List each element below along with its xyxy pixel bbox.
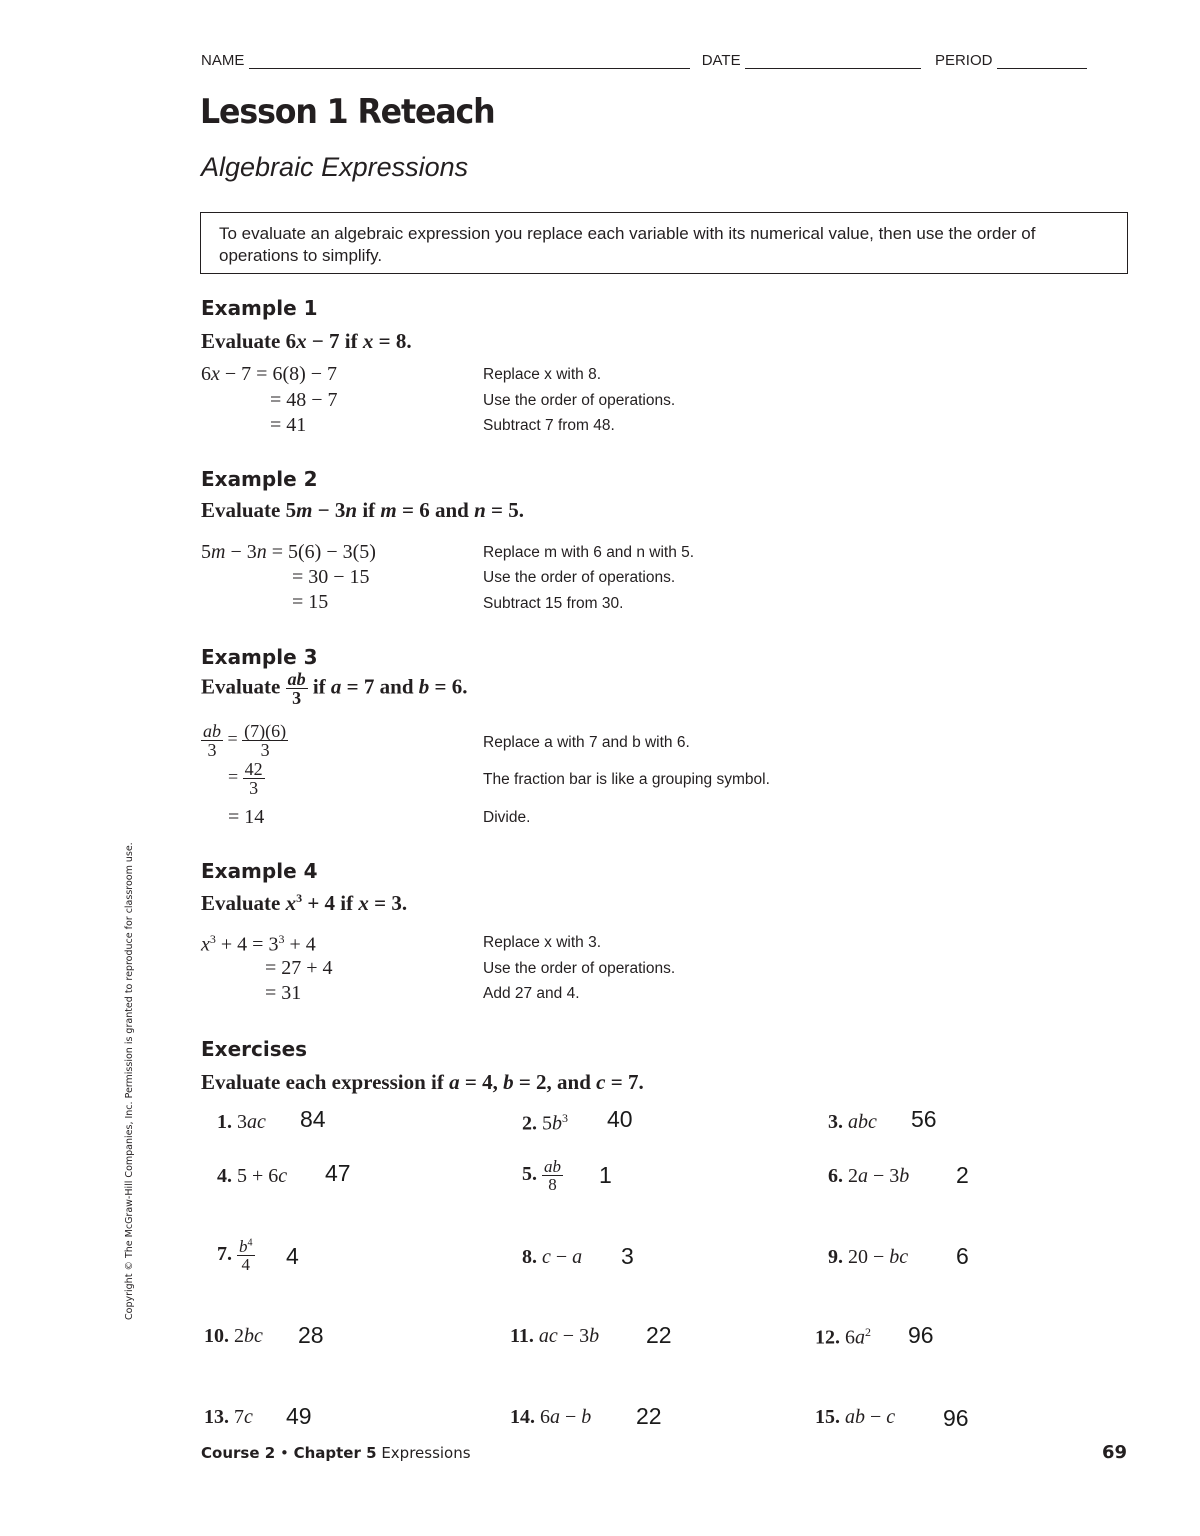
exercises-instructions: Evaluate each expression if a = 4, b = 2, and c = 7. — [201, 1070, 644, 1094]
exercise-10: 10. 2bc — [204, 1325, 263, 1347]
example-1-note-2: Use the order of operations. — [483, 392, 676, 409]
exercise-5: 5. $\frac{ab}{8}$ — [522, 1157, 561, 1194]
date-field[interactable] — [745, 53, 921, 69]
example-1-step-1: 6x − 7 = 6(8) − 7 — [201, 363, 338, 385]
exercise-13-answer: 49 — [286, 1403, 312, 1429]
exercise-6: 6. 2a − 3b — [828, 1165, 910, 1187]
footer-course: Course 2 — [201, 1444, 276, 1462]
page-subtitle: Algebraic Expressions — [201, 152, 469, 182]
exercise-2-answer: 40 — [607, 1106, 633, 1132]
example-3-note-2: The fraction bar is like a grouping symbol. — [483, 771, 770, 788]
exercise-15: 15. ab − c — [815, 1406, 896, 1428]
exercise-4-answer: 47 — [325, 1160, 351, 1186]
example-4-note-3: Add 27 and 4. — [483, 985, 580, 1002]
exercise-2: 2. $5b^3$ — [522, 1111, 568, 1135]
example-2-question: Evaluate 5m − 3n if m = 6 and n = 5. — [201, 498, 524, 522]
exercise-12: 12. $6a^2$ — [815, 1325, 871, 1349]
example-3-note-3: Divide. — [483, 809, 531, 826]
example-1-note-3: Subtract 7 from 48. — [483, 417, 615, 434]
exercise-14-answer: 22 — [636, 1403, 662, 1429]
exercise-11: 11. ac − 3b — [510, 1325, 600, 1347]
copyright-notice: Copyright © The McGraw-Hill Companies, Inc. Permission is granted to reproduce for classroom use. — [124, 842, 135, 1320]
example-4-step-1: $x^3 + 4 = 3^3 + 4$ — [201, 932, 316, 956]
exercise-11-answer: 22 — [646, 1322, 672, 1348]
example-1-question: Evaluate 6x − 7 if x = 8. — [201, 329, 412, 353]
example-3-question: Evaluate $\frac{ab}{3}$ if a = 7 and b = 6. — [201, 669, 468, 708]
exercise-1-answer: 84 — [300, 1106, 326, 1132]
exercise-7: 7. $\frac{b^4}{4}$ — [217, 1237, 253, 1274]
footer-topic: Expressions — [381, 1444, 471, 1462]
footer-chapter: Chapter 5 — [293, 1444, 377, 1462]
example-1-heading: Example 1 — [201, 296, 318, 320]
example-1-step-3: = 41 — [270, 414, 307, 436]
example-2-step-1: 5m − 3n = 5(6) − 3(5) — [201, 541, 376, 563]
exercise-3-answer: 56 — [911, 1106, 937, 1132]
example-1-note-1: Replace x with 8. — [483, 366, 602, 383]
example-4-step-3: = 31 — [265, 982, 302, 1004]
example-2-heading: Example 2 — [201, 467, 318, 491]
example-3-step-2: = $\frac{42}{3}$ — [228, 759, 263, 798]
example-4-note-1: Replace x with 3. — [483, 934, 602, 951]
footer-bullet: • — [279, 1444, 289, 1462]
student-info-header — [201, 52, 1087, 69]
exercise-13: 13. 7c — [204, 1406, 253, 1428]
exercise-8-answer: 3 — [621, 1243, 634, 1269]
exercise-14: 14. 6a − b — [510, 1406, 592, 1428]
example-3-step-3: = 14 — [228, 806, 265, 828]
example-3-heading: Example 3 — [201, 645, 318, 669]
exercise-9-answer: 6 — [956, 1243, 969, 1269]
example-4-heading: Example 4 — [201, 859, 318, 883]
exercise-15-answer: 96 — [943, 1405, 969, 1431]
exercise-6-answer: 2 — [956, 1162, 969, 1188]
exercise-3: 3. abc — [828, 1111, 877, 1133]
period-field[interactable] — [997, 53, 1087, 69]
exercise-10-answer: 28 — [298, 1322, 324, 1348]
name-label: NAME — [201, 52, 245, 69]
date-label: DATE — [701, 52, 741, 69]
example-4-step-2: = 27 + 4 — [265, 957, 333, 979]
example-2-step-3: = 15 — [292, 591, 329, 613]
page-title: Lesson 1 Reteach — [200, 92, 495, 132]
name-field[interactable] — [249, 53, 690, 69]
period-label: PERIOD — [934, 52, 993, 69]
definition-box: To evaluate an algebraic expression you replace each variable with its numerical value, then use the order of operations to simplify. — [200, 212, 1128, 274]
exercise-4: 4. 5 + 6c — [217, 1165, 288, 1187]
exercises-heading: Exercises — [201, 1037, 308, 1061]
example-3-note-1: Replace a with 7 and b with 6. — [483, 734, 690, 751]
exercise-5-answer: 1 — [599, 1162, 612, 1188]
page-footer — [201, 1444, 471, 1462]
page-number: 69 — [1102, 1442, 1128, 1463]
example-2-note-2: Use the order of operations. — [483, 569, 676, 586]
example-2-step-2: = 30 − 15 — [292, 566, 370, 588]
exercise-7-answer: 4 — [286, 1243, 299, 1269]
example-2-note-3: Subtract 15 from 30. — [483, 595, 624, 612]
example-4-question: Evaluate $x^3 + 4$ if x = 3. — [201, 891, 408, 915]
example-2-note-1: Replace m with 6 and n with 5. — [483, 544, 695, 561]
exercise-1: 1. 3ac — [217, 1111, 266, 1133]
exercise-12-answer: 96 — [908, 1322, 934, 1348]
example-4-note-2: Use the order of operations. — [483, 960, 676, 977]
exercise-9: 9. 20 − bc — [828, 1246, 909, 1268]
example-1-step-2: = 48 − 7 — [270, 389, 338, 411]
exercise-8: 8. c − a — [522, 1246, 583, 1268]
example-3-step-1: $\frac{ab}{3}$ = $\frac{(7)(6)}{3}$ — [203, 721, 287, 760]
